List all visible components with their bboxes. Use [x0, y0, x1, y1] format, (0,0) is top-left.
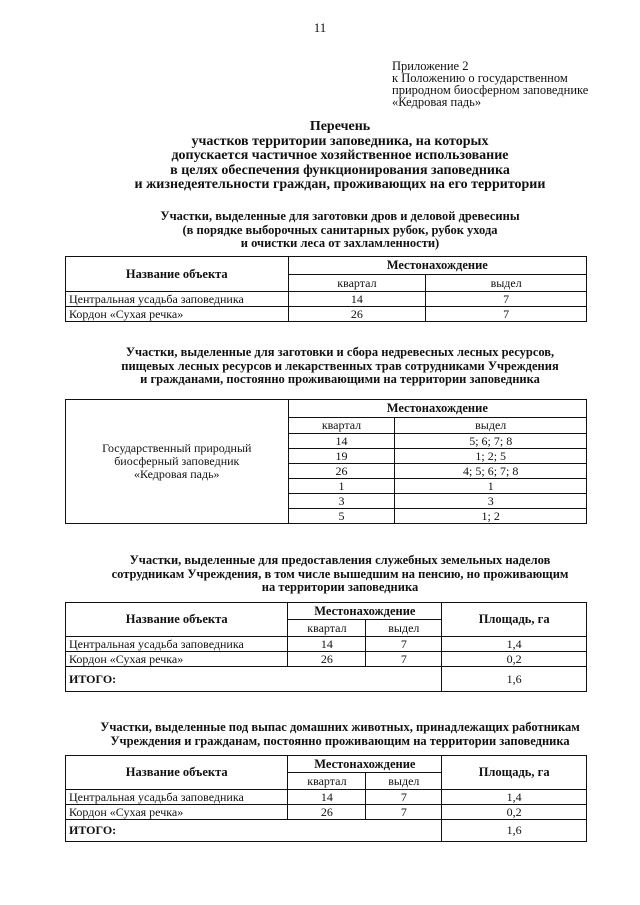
cell-name: Центральная усадьба заповедника [66, 292, 289, 307]
section-title-line: на территории заповедника [261, 580, 419, 594]
cell-vydel: 1; 2; 5 [395, 449, 587, 464]
header-vydel: выдел [366, 773, 442, 790]
appendix-line: природном биосферном заповеднике [392, 83, 589, 97]
cell-kvartal: 19 [288, 449, 395, 464]
section4-title [60, 721, 620, 748]
section-title-line: и гражданами, постоянно проживающими на территории заповедника [140, 372, 540, 386]
cell-name: Кордон «Сухая речка» [66, 805, 288, 820]
cell-vydel: 7 [366, 805, 442, 820]
cell-kvartal: 14 [288, 790, 366, 805]
appendix-line: «Кедровая падь» [392, 95, 482, 109]
header-location: Местонахождение [288, 400, 586, 418]
header-kvartal: квартал [288, 275, 426, 292]
cell-kvartal: 26 [288, 652, 366, 667]
total-value: 1,6 [442, 667, 587, 692]
cell-kvartal: 14 [288, 434, 395, 449]
cell-vydel: 7 [366, 652, 442, 667]
section1-table [65, 256, 587, 322]
title-line: участков территории заповедника, на которых [191, 133, 489, 149]
cell-vydel: 7 [366, 637, 442, 652]
section-title-line: Учреждения и гражданам, постоянно проживающим на территории заповедника [110, 733, 570, 748]
section-title-line: Участки, выделенные для заготовки дров и деловой древесины [160, 209, 520, 223]
cell-vydel: 7 [366, 790, 442, 805]
section-title-line: Участки, выделенные под выпас домашних животных, принадлежащих работникам [100, 720, 580, 734]
title-line: допускается частичное хозяйственное использование [171, 148, 509, 163]
cell-kvartal: 5 [288, 509, 395, 524]
cell-area: 1,4 [442, 790, 587, 805]
cell-vydel: 1 [395, 479, 587, 494]
section-title-line: сотрудникам Учреждения, в том числе вышедшим на пенсию, но проживающим [111, 566, 569, 581]
header-name: Название объекта [66, 257, 289, 292]
cell-kvartal: 26 [288, 464, 395, 479]
header-location: Местонахождение [288, 756, 442, 773]
section-title-line: и очистки леса от захламленности) [240, 236, 440, 250]
object-name-line: биосферный заповедник [114, 454, 240, 468]
appendix-line: Приложение 2 [392, 59, 469, 73]
cell-name: Кордон «Сухая речка» [66, 652, 288, 667]
object-name [66, 400, 289, 524]
cell-kvartal: 26 [288, 805, 366, 820]
section-title-line: Участки, выделенные для заготовки и сбора недревесных лесных ресурсов, [125, 345, 555, 359]
cell-kvartal: 14 [288, 292, 426, 307]
total-label: ИТОГО: [66, 667, 442, 692]
header-vydel: выдел [426, 275, 587, 292]
object-name-line: «Кедровая падь» [134, 467, 220, 481]
cell-area: 1,4 [442, 637, 587, 652]
header-area: Площадь, га [442, 603, 587, 637]
cell-area: 0,2 [442, 805, 587, 820]
total-label: ИТОГО: [66, 820, 442, 842]
cell-name: Центральная усадьба заповедника [66, 790, 288, 805]
section3-title [60, 554, 620, 595]
section2-table [65, 399, 587, 524]
header-name: Название объекта [66, 603, 288, 637]
cell-kvartal: 3 [288, 494, 395, 509]
cell-vydel: 1; 2 [395, 509, 587, 524]
header-kvartal: квартал [288, 773, 366, 790]
cell-kvartal: 1 [288, 479, 395, 494]
appendix-note [392, 60, 588, 108]
object-name-line: Государственный природный [102, 441, 252, 455]
cell-area: 0,2 [442, 652, 587, 667]
title-line: Перечень [309, 119, 371, 134]
cell-vydel: 5; 6; 7; 8 [395, 434, 587, 449]
header-location: Местонахождение [288, 603, 442, 620]
section-title-line: Участки, выделенные для предоставления служебных земельных наделов [129, 553, 551, 567]
cell-name: Центральная усадьба заповедника [66, 637, 288, 652]
section2-title [60, 346, 620, 387]
section1-title [60, 210, 620, 251]
cell-vydel: 7 [426, 307, 587, 322]
appendix-line: к Положению о государственном [392, 71, 568, 85]
section-title-line: пищевых лесных ресурсов и лекарственных трав сотрудниками Учреждения [121, 358, 559, 373]
header-name: Название объекта [66, 756, 288, 790]
section3-table [65, 602, 587, 692]
header-kvartal: квартал [288, 418, 395, 434]
header-location: Местонахождение [288, 257, 586, 275]
cell-kvartal: 26 [288, 307, 426, 322]
section-title-line: (в порядке выборочных санитарных рубок, рубок ухода [182, 222, 498, 237]
section4-table [65, 755, 587, 842]
header-vydel: выдел [366, 620, 442, 637]
header-vydel: выдел [395, 418, 587, 434]
cell-vydel: 4; 5; 6; 7; 8 [395, 464, 587, 479]
title-line: и жизнедеятельности граждан, проживающих на его территории [134, 177, 546, 192]
cell-vydel: 7 [426, 292, 587, 307]
cell-name: Кордон «Сухая речка» [66, 307, 289, 322]
cell-kvartal: 14 [288, 637, 366, 652]
total-value: 1,6 [442, 820, 587, 842]
header-kvartal: квартал [288, 620, 366, 637]
header-area: Площадь, га [442, 756, 587, 790]
document-title [60, 120, 620, 193]
cell-vydel: 3 [395, 494, 587, 509]
page-number: 11 [313, 20, 327, 35]
title-line: в целях обеспечения функционирования заповедника [170, 162, 510, 178]
